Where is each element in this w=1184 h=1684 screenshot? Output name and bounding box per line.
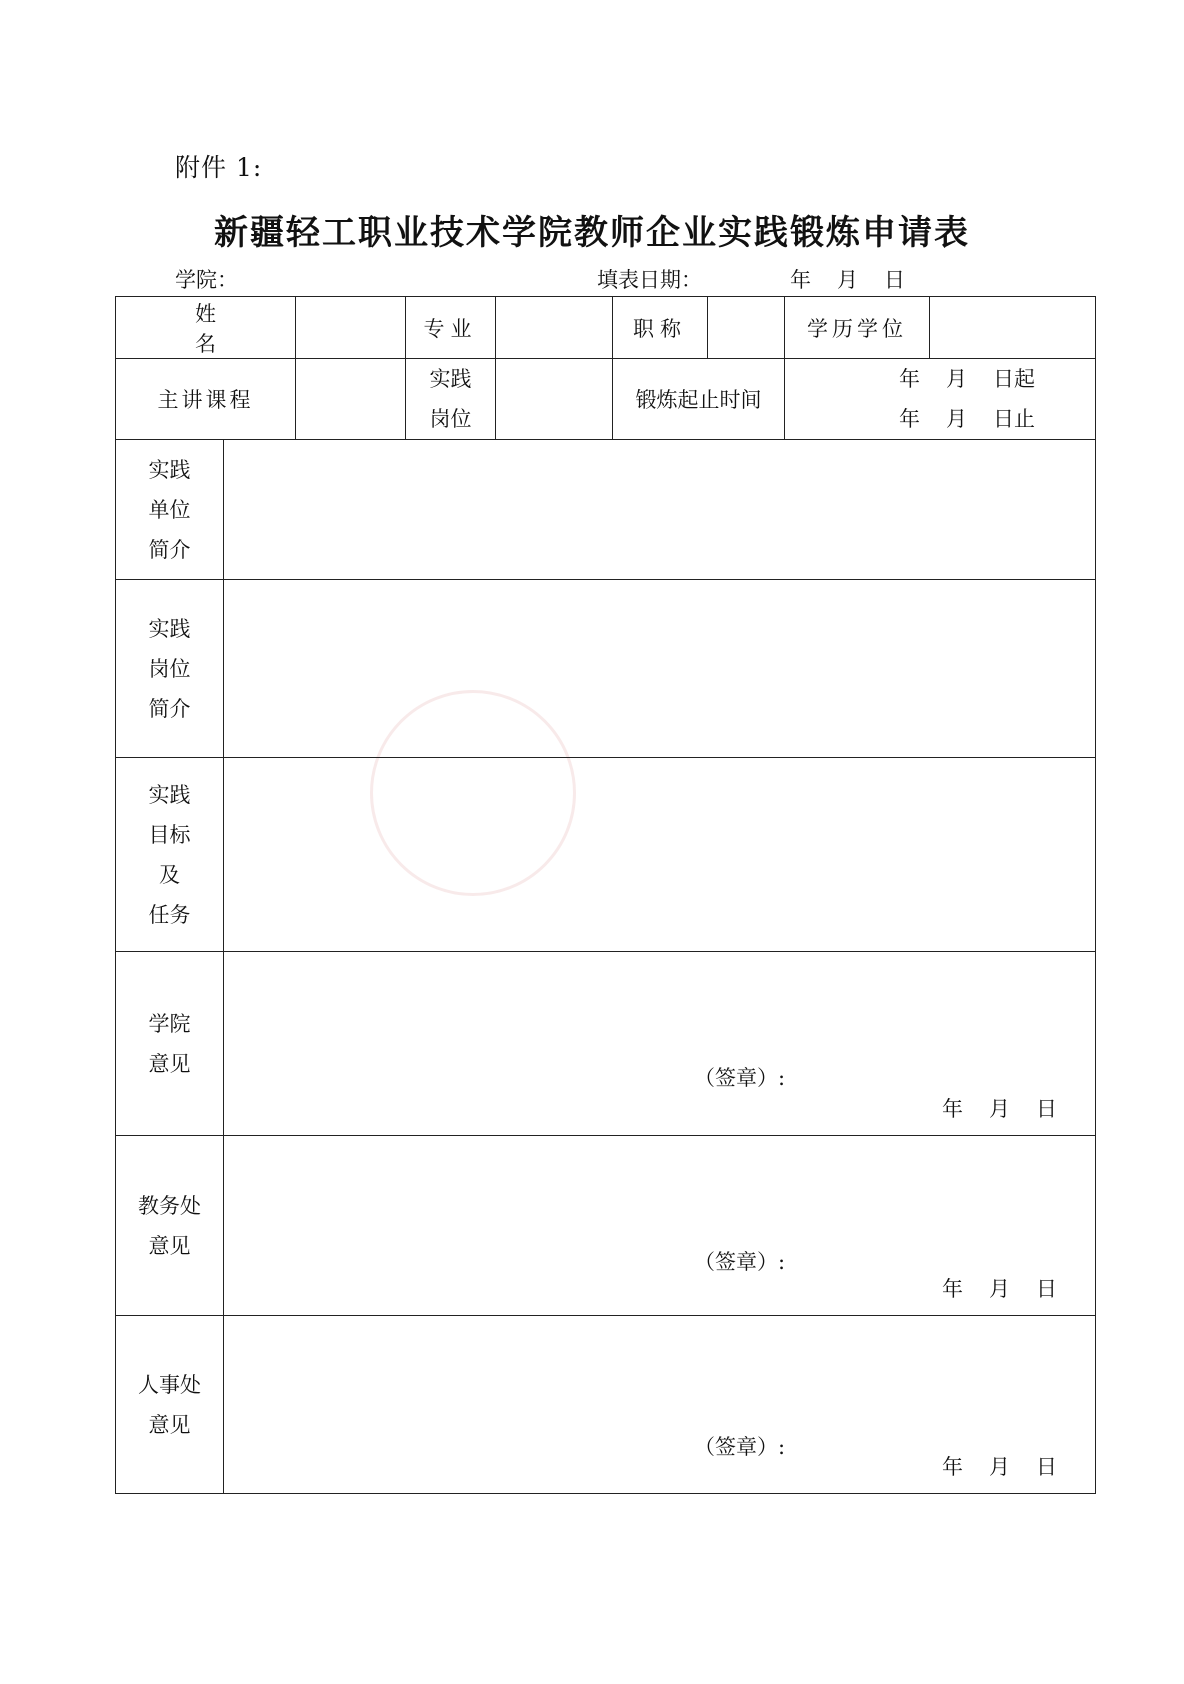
goals-l3: 及 (159, 862, 180, 887)
academic-month: 月 (989, 1277, 1010, 1301)
degree-field[interactable] (930, 297, 1096, 359)
start-month: 月 (946, 367, 967, 391)
goals-label (116, 758, 224, 952)
hr-opinion-l1: 人事处 (138, 1372, 201, 1397)
form-title: 新疆轻工职业技术学院教师企业实践锻炼申请表 (214, 213, 970, 253)
hr-year: 年 (942, 1455, 963, 1479)
period-dates[interactable] (785, 359, 1096, 440)
post-intro-field[interactable] (224, 580, 1096, 758)
post-label-line2: 岗位 (429, 407, 472, 431)
fill-date-ymd (790, 264, 931, 294)
degree-label: 学历学位 (785, 297, 930, 359)
post-label-line1: 实践 (429, 367, 472, 391)
post-intro-label (116, 580, 224, 758)
major-field[interactable] (496, 297, 613, 359)
college-opinion-date (916, 1093, 1057, 1123)
fill-year: 年 (790, 268, 811, 292)
name-field[interactable] (296, 297, 406, 359)
hr-opinion-field[interactable] (224, 1316, 1096, 1494)
goals-l2: 目标 (148, 822, 191, 847)
start-day: 日起 (993, 367, 1035, 391)
start-year: 年 (899, 367, 920, 391)
academic-opinion-l2: 意见 (148, 1233, 191, 1258)
end-month: 月 (946, 407, 967, 431)
unit-intro-label (116, 440, 224, 580)
end-date (785, 399, 1035, 439)
college-label: 学院： (175, 268, 238, 292)
fill-month: 月 (837, 268, 858, 292)
post-intro-l1: 实践 (148, 616, 191, 641)
practice-post-label (406, 359, 496, 440)
application-form-table (115, 296, 1096, 1494)
unit-intro-field[interactable] (224, 440, 1096, 580)
academic-year: 年 (942, 1277, 963, 1301)
fill-date-label: 填表日期： (597, 268, 702, 292)
unit-intro-l2: 单位 (148, 497, 191, 522)
college-year: 年 (942, 1097, 963, 1121)
college-opinion-l2: 意见 (148, 1051, 191, 1076)
start-date (785, 359, 1035, 399)
goals-l1: 实践 (148, 782, 191, 807)
fill-day: 日 (884, 268, 905, 292)
post-field[interactable] (496, 359, 613, 440)
unit-intro-l3: 简介 (148, 537, 191, 562)
name-label: 姓 名 (116, 297, 296, 359)
end-year: 年 (899, 407, 920, 431)
unit-intro-l1: 实践 (148, 457, 191, 482)
academic-sign-label: （签章）: (694, 1250, 786, 1274)
end-day: 日止 (993, 407, 1035, 431)
hr-opinion-label (116, 1316, 224, 1494)
period-label: 锻炼起止时间 (613, 359, 785, 440)
hr-opinion-l2: 意见 (148, 1412, 191, 1437)
college-day: 日 (1036, 1097, 1057, 1121)
college-sign-label: （签章）: (694, 1066, 786, 1090)
hr-sign-label: （签章）: (694, 1435, 786, 1459)
major-label: 专业 (406, 297, 496, 359)
post-intro-l3: 简介 (148, 696, 191, 721)
academic-opinion-field[interactable] (224, 1136, 1096, 1316)
academic-opinion-l1: 教务处 (138, 1193, 201, 1218)
goals-field[interactable] (224, 758, 1096, 952)
goals-l4: 任务 (148, 902, 191, 927)
course-field[interactable] (296, 359, 406, 440)
title-field[interactable] (708, 297, 785, 359)
college-opinion-field[interactable] (224, 952, 1096, 1136)
academic-day: 日 (1036, 1277, 1057, 1301)
post-intro-l2: 岗位 (148, 656, 191, 681)
attachment-label: 附件 1: (175, 153, 263, 182)
college-opinion-label (116, 952, 224, 1136)
hr-opinion-date (916, 1451, 1057, 1481)
academic-opinion-label (116, 1136, 224, 1316)
hr-month: 月 (989, 1455, 1010, 1479)
college-opinion-l1: 学院 (148, 1011, 191, 1036)
academic-opinion-date (916, 1273, 1057, 1303)
course-label: 主讲课程 (116, 359, 296, 440)
title-label: 职称 (613, 297, 708, 359)
college-month: 月 (989, 1097, 1010, 1121)
hr-day: 日 (1036, 1455, 1057, 1479)
